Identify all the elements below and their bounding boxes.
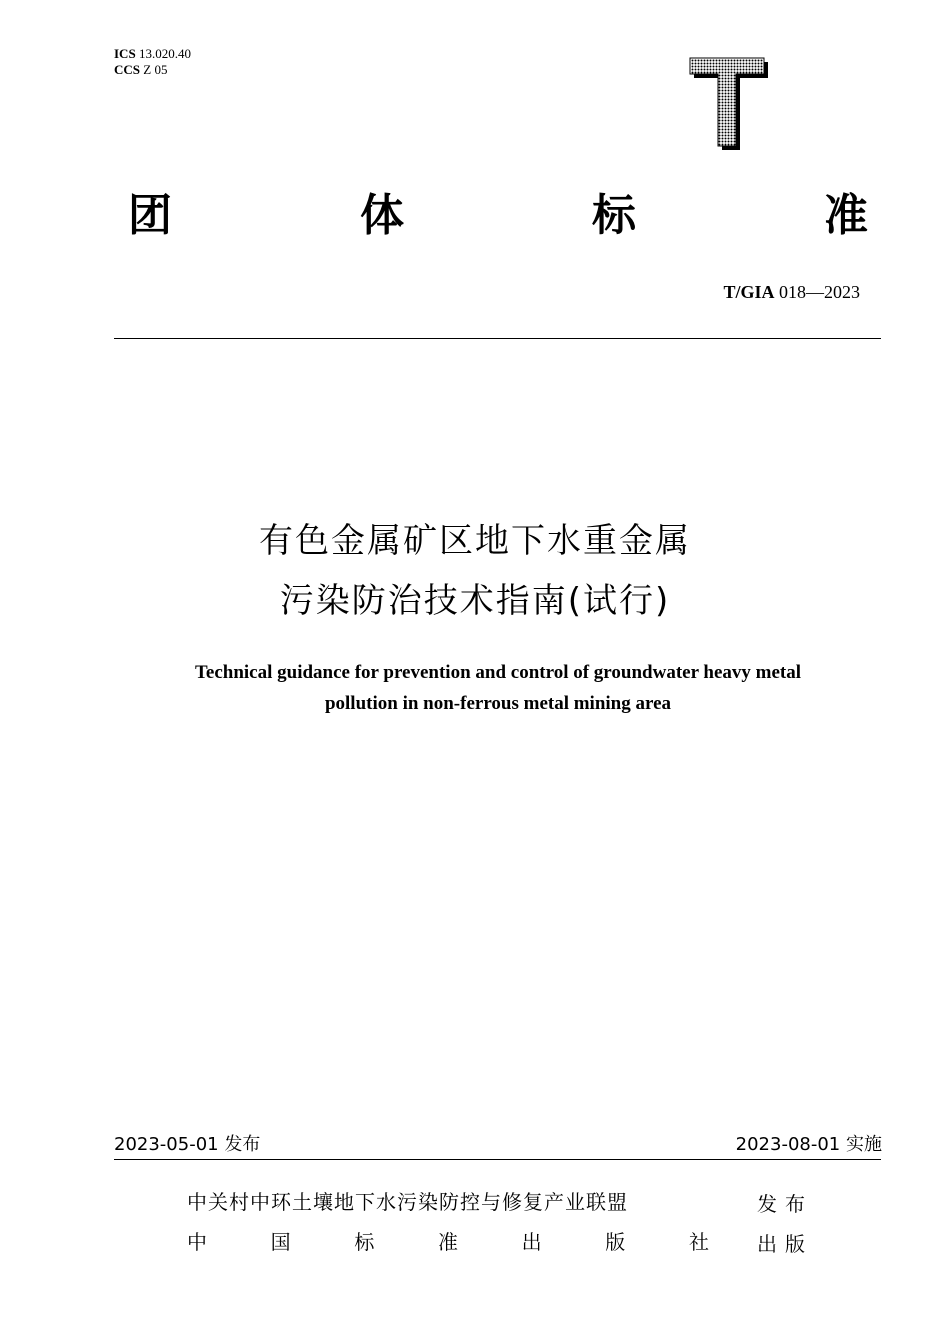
title-en-line1: Technical guidance for prevention and control of groundwater heavy metal: [194, 662, 802, 683]
ics-row: [114, 46, 195, 62]
title-cn-line2: 污染防治技术指南(试行): [279, 581, 671, 621]
bottom-divider: [114, 1159, 881, 1160]
ics-label: ICS: [114, 46, 136, 61]
standard-number-value: 018—2023: [779, 282, 860, 302]
top-divider: [114, 338, 881, 339]
ccs-label: CCS: [114, 62, 141, 77]
press-char: 国: [270, 1230, 291, 1254]
press-role: 出版: [757, 1232, 813, 1256]
title-en-line2: pollution in non-ferrous metal mining area: [324, 693, 672, 714]
issuer-name: 中关村中环土壤地下水污染防控与修复产业联盟: [187, 1190, 628, 1214]
ccs-value: Z 05: [143, 62, 168, 77]
press-name: [187, 1228, 709, 1256]
standard-type-char: 团: [128, 190, 172, 241]
ics-value: 13.020.40: [138, 46, 191, 61]
issuer-role: 发布: [757, 1192, 813, 1216]
standard-type-char: 准: [824, 190, 868, 241]
press-char: 出: [521, 1230, 542, 1254]
classification-codes: [114, 46, 195, 78]
press-char: 准: [437, 1230, 458, 1254]
press-char: 社: [688, 1230, 709, 1254]
standard-number-prefix: T/GIA: [723, 282, 775, 302]
press-char: 中: [187, 1230, 207, 1254]
ccs-row: [114, 62, 195, 78]
standard-type-char: 体: [360, 190, 404, 241]
issue-date: 2023-05-01 发布: [114, 1134, 261, 1155]
t-standard-logo: [688, 56, 770, 152]
press-char: 标: [354, 1230, 375, 1254]
standard-type-char: 标: [592, 190, 636, 241]
implement-date: 2023-08-01 实施: [735, 1134, 882, 1155]
press-char: 版: [605, 1230, 626, 1254]
standard-number: [723, 282, 860, 303]
title-en: [0, 657, 950, 719]
title-cn-line1: 有色金属矿区地下水重金属: [259, 521, 691, 561]
standard-type-heading: [128, 188, 868, 244]
